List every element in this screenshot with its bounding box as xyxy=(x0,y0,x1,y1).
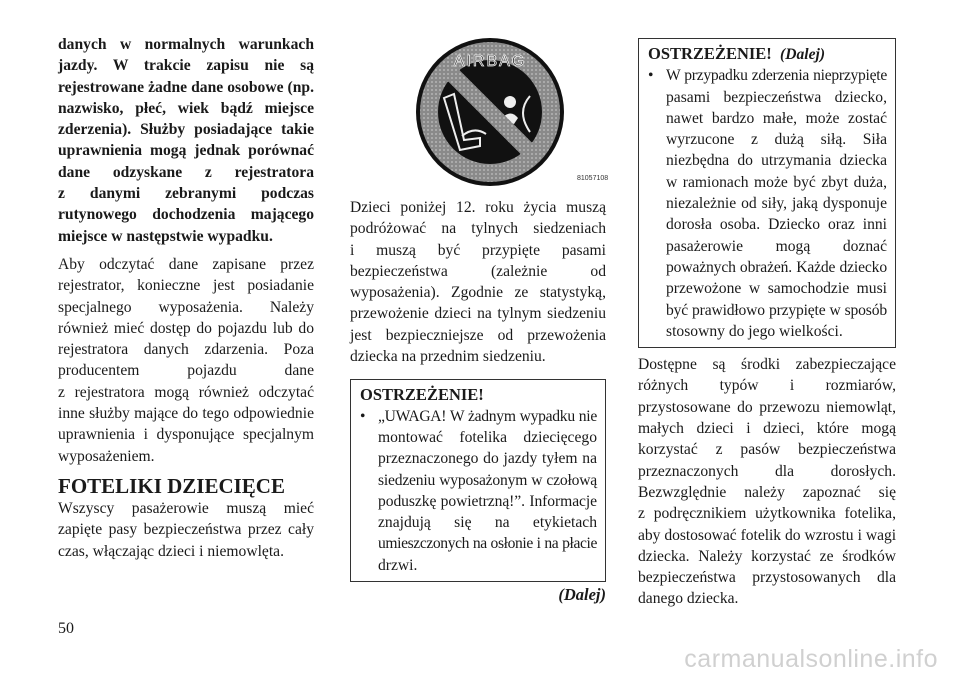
text-line: siedzeniu wyposażonym w czołową xyxy=(378,471,597,489)
text-line: W przypadku zderzenia nieprzypięte xyxy=(666,67,887,85)
text-line: poduszkę powietrzną!”. Informacje xyxy=(378,492,597,510)
text-line: jazdy. W trakcie zapisu nie są xyxy=(58,57,314,75)
text-line: różnych typów i rozmiarów, xyxy=(638,377,896,395)
text-line: Aby odczytać dane zapisane przez xyxy=(58,255,314,273)
text-line: niezależnie od siły, jaką dysponuje xyxy=(666,195,887,213)
text-line: rejestrator, konieczne jest posiadanie xyxy=(58,277,314,295)
text-line: korzystać z pasów bezpieczeństwa xyxy=(638,441,896,459)
page-number: 50 xyxy=(58,620,74,637)
column-right xyxy=(638,38,896,617)
text-line: danego dziecka. xyxy=(638,590,739,608)
paragraph-all-passengers xyxy=(58,498,314,562)
text-line: wyposażeniem. xyxy=(58,447,155,465)
text-line: „UWAGA! W żadnym wypadku nie xyxy=(378,407,597,425)
text-line: drzwi. xyxy=(378,556,418,574)
text-line: stosowny do jego wielkości. xyxy=(666,322,843,340)
text-line: uprawnienia mogą jednak porównać xyxy=(58,142,314,160)
text-line: Dzieci poniżej 12. roku życia muszą xyxy=(350,199,606,216)
text-line: nawet bardzo małe, może zostać xyxy=(666,109,887,127)
text-line: małych dzieci i dzieci, które mogą xyxy=(638,420,896,438)
paragraph-reading-recorder xyxy=(58,254,314,467)
text-line: specjalnego wyposażenia. Należy xyxy=(58,298,314,316)
text-line: zapięte pasy bezpieczeństwa przez cały xyxy=(58,521,314,539)
text-line: nazwisko, płeć, wiek bądź miejsce xyxy=(58,99,314,117)
text-line: rejestratora danych zdarzenia. Poza xyxy=(58,341,314,359)
text-line: dziecka na przednim siedzeniu. xyxy=(350,348,546,366)
column-left xyxy=(58,34,314,569)
text-line: jest bezpieczniejsze od przewożenia xyxy=(350,326,606,344)
column-middle xyxy=(350,197,606,606)
text-line: z danymi zebranymi podczas xyxy=(58,185,314,203)
text-line: producentem pojazdu dane xyxy=(58,362,314,380)
text-line: i muszą być przypięte pasami xyxy=(350,241,606,259)
airbag-warning-figure xyxy=(414,36,566,188)
paragraph-event-recorder-data xyxy=(58,34,314,247)
section-heading-child-seats: FOTELIKI DZIECIĘCE xyxy=(58,473,285,498)
text-line: być prawidłowo przypięte w sposób xyxy=(666,301,887,319)
warning-bullet xyxy=(360,406,597,576)
warning-box-continued xyxy=(638,38,896,348)
text-line: montować fotelika dziecięcego xyxy=(378,428,597,446)
text-line: przeznaczonego do jazdy tyłem na xyxy=(378,450,597,468)
text-line: uprawnienia i dysponujące specjalnym xyxy=(58,426,314,444)
text-line: dziecka. Należy korzystać ze środków xyxy=(638,547,896,565)
text-line: Bezwzględnie należy zapoznać się xyxy=(638,483,896,501)
warning-box-rear-facing-seat xyxy=(350,379,606,582)
text-line: przeznaczonych dla dorosłych. xyxy=(638,462,896,480)
text-line: pasażerowie mogą doznać xyxy=(666,237,887,255)
text-line: pasami bezpieczeństwa dziecko, xyxy=(666,88,887,106)
text-line: niezbędna do utrzymania dziecka xyxy=(666,152,887,170)
warning-title xyxy=(648,43,887,65)
text-line: rejestrowane żadne dane osobowe (np. xyxy=(58,78,314,96)
text-line: przewożone w samochodzie musi xyxy=(666,280,887,298)
text-line: również mieć dostęp do pojazdu lub do xyxy=(58,319,314,337)
text-line: wyrzucone z dużą siłą. Siła xyxy=(666,131,887,149)
text-line: aby dostosować fotelik do wzrostu i wagi xyxy=(638,526,896,544)
text-line: bezpieczeństwa (zależnie od xyxy=(350,262,606,280)
text-line: zderzenia). Służby posiadające takie xyxy=(58,121,314,139)
text-line: w ramionach może być zbyt duża, xyxy=(666,173,887,191)
text-line: czas, włączając dzieci i niemowlęta. xyxy=(58,542,284,560)
text-line: danych w normalnych warunkach xyxy=(58,36,314,53)
paragraph-children-under-12 xyxy=(350,197,606,367)
watermark: carmanualsonline.info xyxy=(684,645,938,673)
warning-bullet xyxy=(648,65,887,342)
text-line: przewożenie dzieci na tylnym siedzeniu xyxy=(350,305,606,323)
paragraph-available-restraints xyxy=(638,354,896,610)
bullet-dot: • xyxy=(648,67,654,85)
text-line: z podręcznikiem użytkownika fotelika, xyxy=(638,505,896,523)
text-line: dane odzyskane z rejestratora xyxy=(58,163,314,181)
text-line: miejsce w następstwie wypadku. xyxy=(58,227,273,245)
bullet-dot: • xyxy=(360,407,366,425)
text-line: Wszyscy pasażerowie muszą mieć xyxy=(58,499,314,517)
text-line: przystosowane do przewozu niemowląt, xyxy=(638,398,896,416)
text-line: podróżować na tylnych siedzeniach xyxy=(350,220,606,238)
text-line: znajdują się na etykietach xyxy=(378,514,597,532)
text-line: poważnych obrażeń. Każde dziecko xyxy=(666,258,887,276)
no-child-seat-airbag-icon xyxy=(414,36,566,188)
airbag-label: AIRBAG xyxy=(453,53,527,70)
warning-title: OSTRZEŻENIE! xyxy=(360,385,484,405)
warning-text xyxy=(378,406,597,576)
text-line: z rejestratora mogą również odczytać xyxy=(58,383,314,401)
text-line: umieszczonych na osłonie i na płacie xyxy=(378,535,597,553)
text-line: Dostępne są środki zabezpieczające xyxy=(638,356,896,374)
warning-title-text: OSTRZEŻENIE! xyxy=(648,44,772,63)
text-line: bezpieczeństwa przystosowanych dla xyxy=(638,569,896,587)
text-line: dorosła osoba. Dziecko oraz inni xyxy=(666,216,887,234)
text-line: inne służby mające do tego odpowiednie xyxy=(58,405,314,423)
warning-continued: (Dalej) xyxy=(780,46,826,63)
figure-code: 81057108 xyxy=(577,175,609,182)
text-line: rutynowego dochodzenia mającego xyxy=(58,206,314,224)
continued-label: (Dalej) xyxy=(558,585,606,605)
warning-text xyxy=(666,65,887,342)
text-line: wyposażenia). Zgodnie ze statystyką, xyxy=(350,284,606,302)
